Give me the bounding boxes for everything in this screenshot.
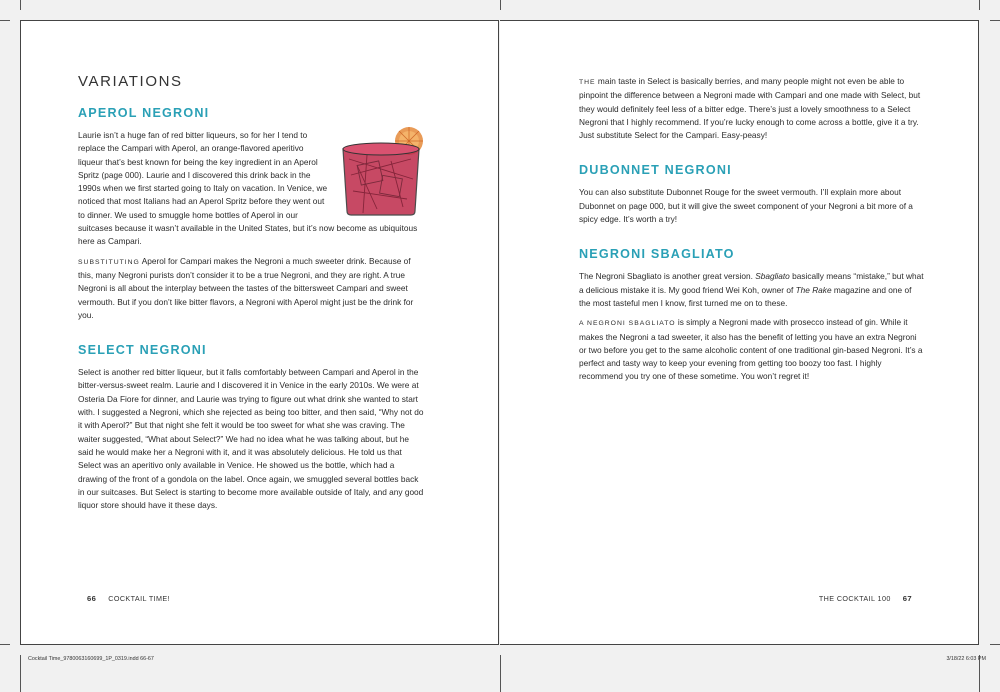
text-run: The Negroni Sbagliato is another great version.	[579, 271, 756, 282]
right-folio	[819, 594, 924, 603]
left-text-column	[78, 73, 424, 518]
aperol-paragraph-2-body: Aperol for Campari makes the Negroni a much sweeter drink. Because of this, many Negroni purists don’t consider it to be a true Negroni, and they are right. A true Negroni is all about the interplay between the tastes of the bittersweet Campari and sweet vermouth. But if you don’t like bitter flavors, a Negroni with Aperol might just be the drink for you.	[78, 255, 414, 320]
crop-mark	[500, 0, 501, 10]
text-run: basically means “mistake,” but what a delicious mistake it is. My good friend Wei Koh, owner of	[579, 271, 924, 295]
running-head: COCKTAIL TIME!	[108, 594, 171, 603]
select-paragraph-1: Select is another red bitter liqueur, but it falls comfortably between Campari and Aperol in the bitter-versus-sweet realm. Laurie and I discovered it in Venice in the early 2010s. We were at Osteria Da Fiore for dinner, and Laurie was trying to figure out what drink she wanted to start with. I suggested a Negroni, which she rejected as being too bitter, and then said, “Why not do it with Aperol?” But that night she felt it would be too sweet for what she was craving. The waiter suggested, “What about Select?” We had no idea what he was talking about, but he said he would make her a Negroni with it, and it was absolutely delicious. He told us that Select was an aperitivo only available in Venice. He showed us the bottle, which had a drawing of the front of a gondola on the label. Once again, we smuggled several bottles back in our suitcases. But Select is starting to become more available outside of Italy, and any good liquor store should have it these days.	[78, 367, 424, 511]
right-page	[500, 20, 979, 645]
run-in-lead: SUBSTITUTING	[78, 258, 140, 266]
crop-mark	[500, 655, 501, 692]
dubonnet-paragraph: You can also substitute Dubonnet Rouge for the sweet vermouth. I’ll explain more about Dubonnet on page 000, but it will give the sweet component of your Negroni a bit more of a spicy edge. It’s worth a try!	[579, 187, 913, 225]
crop-mark	[990, 644, 1000, 645]
aperol-paragraph-1: Laurie isn’t a huge fan of red bitter liqueurs, so for her I tend to replace the Campari with Aperol, an orange-flavored aperitivo liqueur that’s best known for being the key ingredient in an Aperol Spritz (page 000). Laurie and I discovered this drink back in the 1990s when we first started going to Italy on vacation. In Venice, we noticed that most Italians had an Aperol Spritz before they went out to dinner. We used to smuggle home bottles of Aperol in our suitcases because it wasn’t available in the United States, but it’s now become as ubiquitous here as Campari.	[78, 130, 418, 247]
select-continued-paragraph	[579, 75, 925, 142]
crop-mark	[20, 655, 21, 692]
italic-title: The Rake	[795, 284, 832, 295]
crop-mark	[990, 20, 1000, 21]
crop-mark	[0, 20, 10, 21]
crop-mark	[0, 644, 10, 645]
run-in-lead: A NEGRONI SBAGLIATO	[579, 320, 676, 328]
negroni-glass-illustration	[337, 119, 431, 217]
aperol-negroni-heading: APEROL NEGRONI	[78, 106, 210, 120]
page-number: 66	[87, 594, 97, 603]
run-in-lead: THE	[579, 79, 596, 86]
sbagliato-paragraph-1	[579, 270, 925, 310]
crop-mark	[979, 0, 980, 10]
crop-mark	[20, 0, 21, 10]
italic-term: Sbagliato	[755, 271, 790, 282]
page-number: 67	[902, 594, 912, 603]
right-text-column	[579, 75, 925, 390]
section-title: VARIATIONS	[78, 73, 183, 90]
sbagliato-paragraph-2	[579, 316, 925, 383]
aperol-paragraph-2	[78, 255, 424, 322]
text-run: magazine and one of the most tasteful men I know, first turned me on to these.	[579, 284, 912, 308]
select-continued-body: main taste in Select is basically berries, and many people might not even be able to pinpoint the difference between a Negroni made with Campari and one made with Select, but they would definitely feel less of a bitter edge. There’s just a lovely smoothness to a Select Negroni that I highly recommend. If you’re lucky enough to come across a bottle, give it a try. Just substitute Select for the Campari. Easy-peasy!	[579, 76, 921, 141]
sbagliato-paragraph-2-body: is simply a Negroni made with prosecco instead of gin. While it makes the Negroni a tad sweeter, it also has the benefit of letting you have an extra Negroni or two before you get to the same alcoholic content of one traditional gin-based Negroni. It’s a perfect and tasty way to keep your evening from getting too boozy too fast. I highly recommend you try one of these sometime. You won’t regret it!	[579, 317, 923, 382]
slug-file-info: Cocktail Time_9780063160699_1P_0319.indd 66-67	[28, 656, 154, 662]
dubonnet-negroni-heading: DUBONNET NEGRONI	[579, 163, 732, 178]
left-page	[20, 20, 499, 645]
slug-date: 3/18/22 6:03 PM	[946, 656, 986, 662]
left-folio	[75, 594, 170, 603]
select-negroni-heading: SELECT NEGRONI	[78, 343, 207, 358]
running-head: THE COCKTAIL 100	[818, 594, 891, 603]
negroni-sbagliato-heading: NEGRONI SBAGLIATO	[579, 247, 735, 262]
